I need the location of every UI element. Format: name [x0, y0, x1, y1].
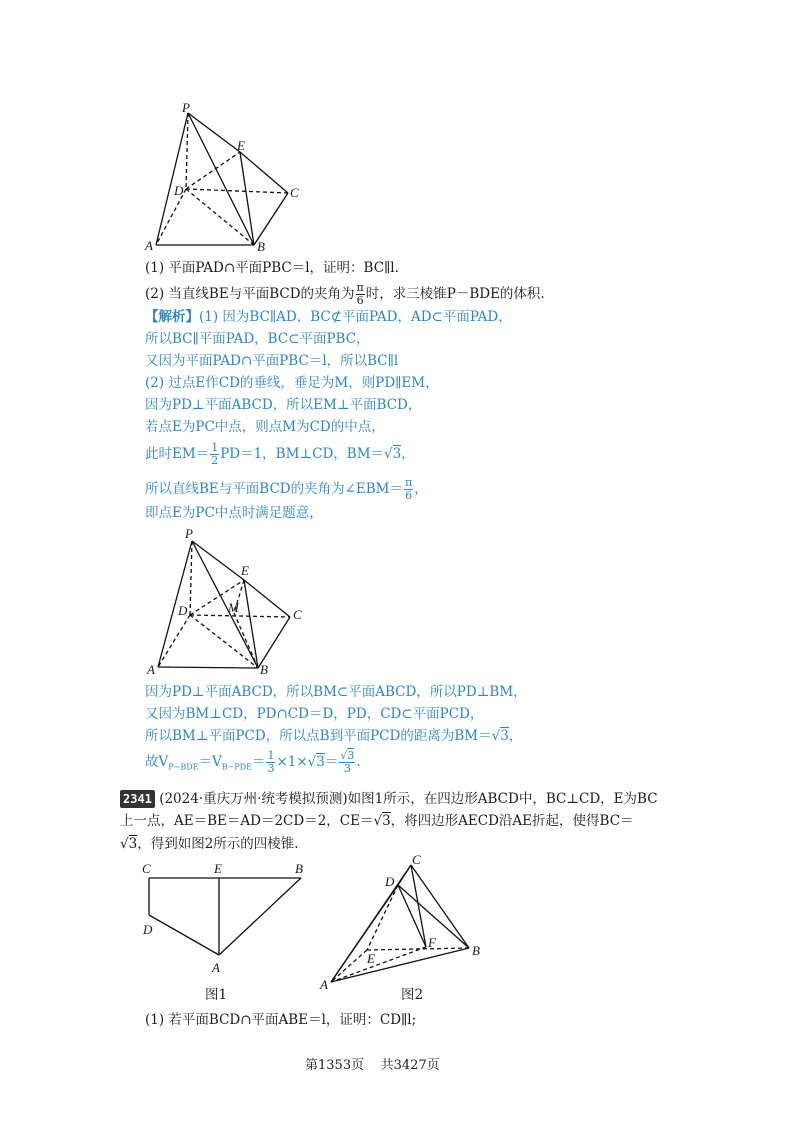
label-E: E: [237, 138, 245, 153]
question-2-text-end: 时，求三棱锥P－BDE的体积.: [365, 286, 545, 302]
label-P: P: [182, 100, 190, 115]
fraction-pi-6: $\frac{\pi}{6}$: [356, 281, 364, 307]
question-1: (1) 平面PAD∩平面PBC＝l，证明：BC∥l.: [145, 260, 399, 276]
pyramid-figure-1: [140, 95, 310, 260]
solution-line-3: 又因为平面PAD∩平面PBC＝l，所以BC∥l: [145, 353, 399, 369]
label-C-4: C: [412, 852, 421, 867]
solution-line-5: 因为PD⊥平面ABCD，所以EM⊥平面BCD，: [145, 397, 422, 413]
solution2-line-4: 故$V_{P-BDE}=V_{B-PDE}=$ $\frac{1}{3}$ ×1×√3＝ $\frac{√3}{3}$ .: [145, 749, 361, 775]
label-B: B: [257, 239, 265, 254]
label-E-4: E: [367, 951, 375, 966]
label-D-4: D: [385, 874, 395, 889]
question-2: [145, 282, 545, 307]
page-number: 第1353页: [305, 1058, 365, 1073]
label-E-2: E: [241, 563, 249, 578]
label-A-4: A: [320, 977, 328, 992]
solution-line-9: 即点E为PC中点时满足题意，: [145, 505, 323, 521]
solution-line-2: 所以BC∥平面PAD，BC⊂平面PBC，: [145, 331, 370, 347]
figure-2-caption: 图2: [401, 987, 424, 1003]
label-A: A: [145, 238, 153, 253]
solution2-line-3: 所以BM⊥平面PCD，所以点B到平面PCD的距离为BM＝√3，: [145, 728, 523, 744]
solution-line-6: 若点E为PC中点，则点M为CD的中点，: [145, 419, 385, 435]
total-pages: 共3427页: [380, 1058, 440, 1073]
label-B-4: B: [472, 943, 480, 958]
label-F-4: F: [428, 935, 436, 950]
solution2-line-1: 因为PD⊥平面ABCD，所以BM⊂平面ABCD，所以PD⊥BM，: [145, 684, 527, 700]
problem-number-badge: 2341: [120, 790, 155, 808]
label-A-2: A: [147, 662, 155, 677]
question-2-text: (2) 当直线BE与平面BCD的夹角为: [145, 286, 355, 302]
problem-line-3: √3，得到如图2所示的四棱锥.: [120, 836, 299, 852]
solution-line-4: (2) 过点E作CD的垂线，垂足为M，则PD∥EM，: [145, 375, 439, 391]
label-E-3: E: [214, 861, 222, 876]
label-M-2: M: [228, 600, 239, 615]
problem-line-1: 2341 (2024·重庆万州·统考模拟预测)如图1所示，在四边形ABCD中，BC⊥CD，E为BC: [120, 790, 658, 808]
quadrilateral-figure-1: [140, 860, 320, 980]
label-P-2: P: [185, 526, 193, 541]
label-D: D: [174, 183, 184, 198]
label-C-2: C: [293, 607, 302, 622]
folded-pyramid-figure-2: [320, 850, 490, 995]
solution-line-8: 所以直线BE与平面BCD的夹角为∠EBM＝ $\frac{\pi}{6}$ ，: [145, 476, 428, 502]
solution-tag: 【解析】: [145, 309, 199, 325]
label-B-3: B: [295, 861, 303, 876]
label-B-2: B: [260, 662, 268, 677]
label-A-3: A: [212, 960, 220, 975]
label-D-3: D: [143, 922, 153, 937]
page-footer: [305, 1058, 440, 1074]
label-C-3: C: [142, 861, 151, 876]
problem-question-1: (1) 若平面BCD∩平面ABE＝l，证明：CD∥l;: [145, 1012, 417, 1028]
solution2-line-2: 又因为BM⊥CD，PD∩CD＝D，PD，CD⊂平面PCD，: [145, 706, 484, 722]
solution-line-1: 【解析】(1) 因为BC∥AD，BC⊄平面PAD，AD⊂平面PAD，: [145, 309, 512, 325]
label-D-2: D: [178, 603, 188, 618]
figure-1-caption: 图1: [205, 987, 228, 1003]
problem-line-2: 上一点，AE＝BE＝AD＝2CD＝2，CE＝√3，将四边形AECD沿AE折起，使得BC＝: [120, 813, 634, 829]
solution-line-7: 此时EM＝ $\frac{1}{2}$ PD＝1，BM⊥CD，BM＝√3，: [145, 441, 415, 467]
label-C: C: [290, 185, 299, 200]
